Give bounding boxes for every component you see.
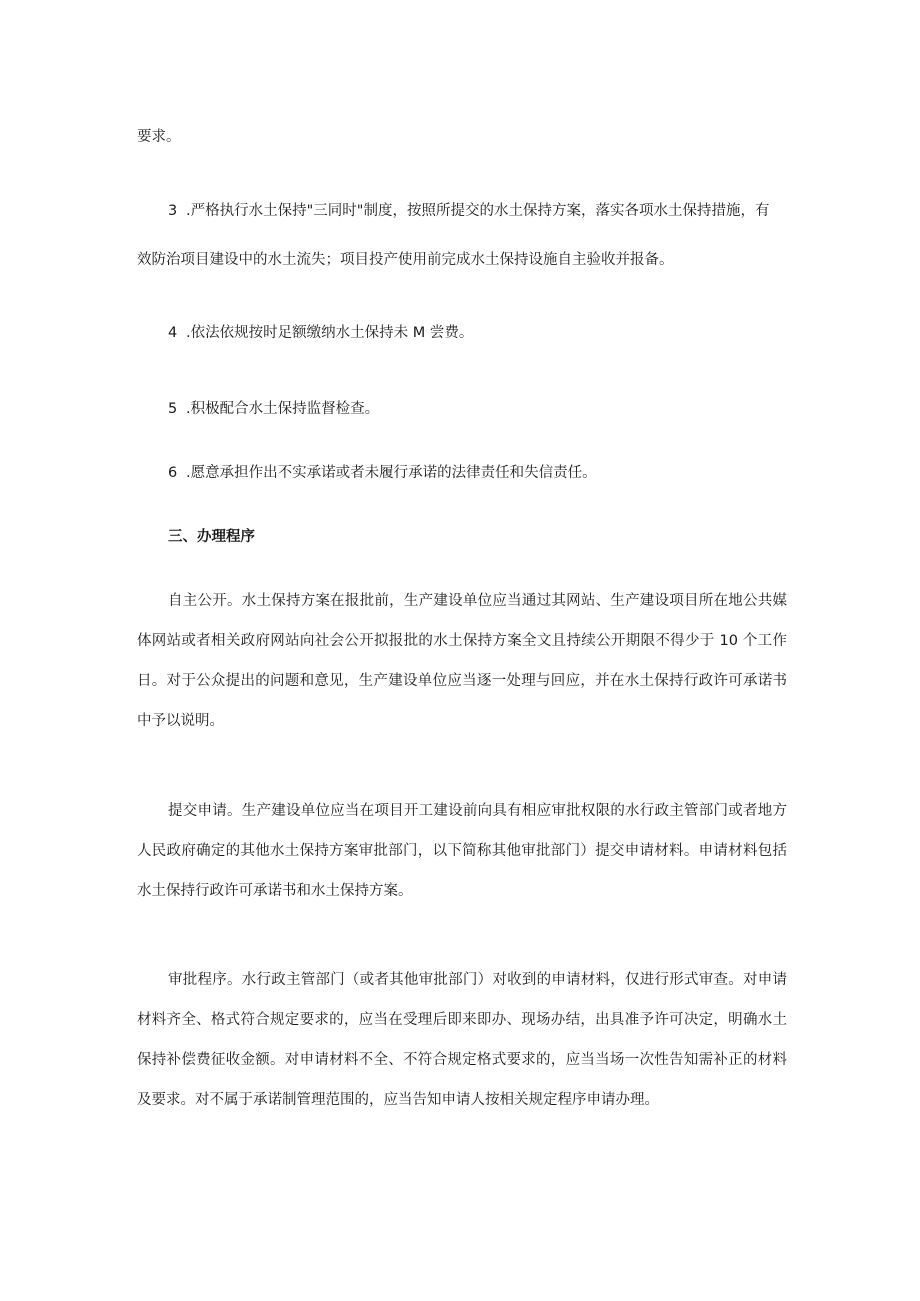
item-4-text: .依法依规按时足额缴纳水土保持未 M 尝费。 [186, 325, 474, 341]
item-3-first-line: .严格执行水土保持"三同时"制度，按照所提交的水土保持方案，落实各项水土保持措施，有 [186, 203, 770, 219]
intro-tail-text: 要求。 [137, 129, 181, 145]
item-3-continuation: 效防治项目建设中的水土流失；项目投产使用前完成水土保持设施自主验收并报备。 [137, 252, 674, 268]
item-number-6: 6 [168, 465, 178, 481]
item-number-4: 4 [168, 325, 178, 341]
section-heading: 三、办理程序 [168, 529, 255, 545]
item-5-text: .积极配合水土保持监督检查。 [186, 401, 380, 417]
item-number-5: 5 [168, 401, 178, 417]
item-number-3: 3 [168, 203, 178, 219]
item-6-text: .愿意承担作出不实承诺或者未履行承诺的法律责任和失信责任。 [186, 465, 597, 481]
paragraph-approval-procedure: 审批程序。水行政主管部门（或者其他审批部门）对收到的申请材料，仅进行形式审查。对申请材料齐全、格式符合规定要求的，应当在受理后即来即办、现场办结，出具准予许可决定，明确水土保持补偿费征收金额。对申请材料不全、不符合规定格式要求的，应当当场一次性告知需补正的材料及要求。对不属于承诺制管理范围的，应当告知申请人按相关规定程序申请办理。 [137, 972, 787, 1108]
paragraph-self-disclosure: 自主公开。水土保持方案在报批前，生产建设单位应当通过其网站、生产建设项目所在地公共媒体网站或者相关政府网站向社会公开拟报批的水土保持方案全文且持续公开期限不得少于 10 个工作日。对于公众提出的问题和意见，生产建设单位应当逐一处理与回应，并在水土保持行政许可承诺书中予以说明。 [137, 593, 787, 729]
paragraph-submit-application: 提交申请。生产建设单位应当在项目开工建设前向具有相应审批权限的水行政主管部门或者地方人民政府确定的其他水土保持方案审批部门，以下简称其他审批部门）提交申请材料。申请材料包括水土保持行政许可承诺书和水土保持方案。 [137, 803, 787, 899]
